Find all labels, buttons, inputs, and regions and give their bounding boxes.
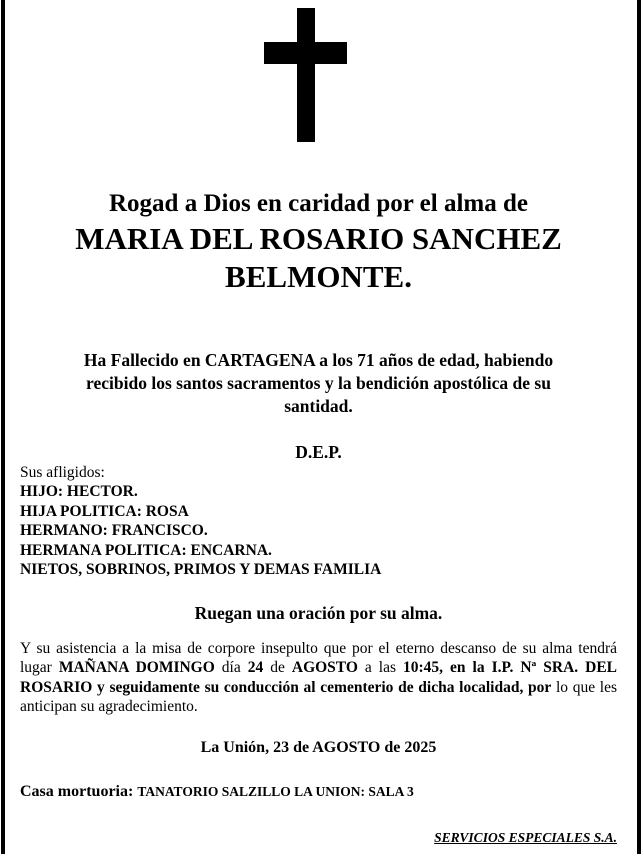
mass-text: día xyxy=(214,659,248,677)
death-notice-line3: santidad. xyxy=(284,396,353,416)
prayer-request: Ruegan una oración por su alma. xyxy=(194,603,443,623)
services-credit: SERVICIOS ESPECIALES S.A. xyxy=(434,830,617,845)
deceased-name xyxy=(20,220,617,296)
mass-text: a las xyxy=(357,659,404,677)
deceased-name-line2: BELMONTE. xyxy=(225,259,412,294)
mourner-item: HIJA POLITICA: ROSA xyxy=(20,502,189,520)
death-notice-line2: recibido los santos sacramentos y la bendición apostólica de su xyxy=(86,373,551,393)
mass-time-place: 10:45, en la I.P. Nª SRA. DEL ROSARIO y seguidamente su conducción al cementerio de dicha localidad, por xyxy=(20,659,617,696)
funeral-home xyxy=(20,782,617,802)
mass-text: lo que les anticipan su agradecimiento. xyxy=(20,678,618,716)
mourner-item: HIJO: HECTOR. xyxy=(20,483,138,501)
death-notice-line1: Ha Fallecido en CARTAGENA a los 71 años de edad, habiendo xyxy=(83,350,554,370)
dep-label: D.E.P. xyxy=(295,442,342,462)
mourners-section xyxy=(20,463,617,579)
mass-date: 24 xyxy=(247,659,264,677)
deceased-name-line1: MARIA DEL ROSARIO SANCHEZ xyxy=(75,221,562,256)
mass-text: de xyxy=(263,659,292,677)
prayer-heading: Rogad a Dios en caridad por el alma de xyxy=(109,190,528,217)
death-notice xyxy=(40,349,597,418)
mourner-item: NIETOS, SOBRINOS, PRIMOS Y DEMAS FAMILIA xyxy=(20,561,382,579)
place-date: La Unión, 23 de AGOSTO de 2025 xyxy=(200,739,437,756)
mass-text: Y su asistencia a la misa de corpore insepulto que por el eterno descanso de su alma tendrá lugar xyxy=(20,640,617,677)
right-border xyxy=(637,0,641,854)
mass-day: MAÑANA DOMINGO xyxy=(58,659,215,677)
cross-icon xyxy=(264,8,347,142)
mourner-item: HERMANA POLITICA: ENCARNA. xyxy=(20,541,272,559)
mourners-label: Sus afligidos: xyxy=(20,464,105,481)
mourner-item: HERMANO: FRANCISCO. xyxy=(20,522,208,540)
funeral-home-value: TANATORIO SALZILLO LA UNION: SALA 3 xyxy=(137,784,414,799)
mass-month: AGOSTO xyxy=(291,659,358,677)
left-border xyxy=(1,0,5,854)
funeral-home-label: Casa mortuoria: xyxy=(20,783,134,800)
mass-details xyxy=(20,639,617,717)
